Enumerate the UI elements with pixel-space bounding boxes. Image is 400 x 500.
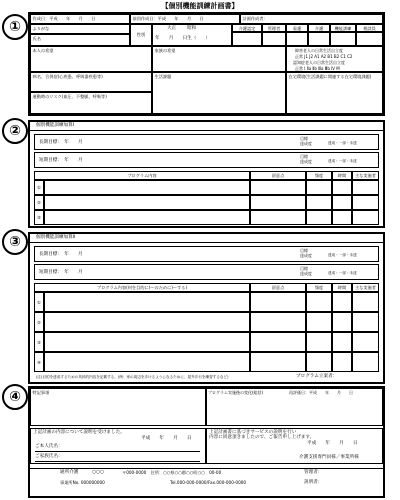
program-content-cell[interactable] — [44, 180, 250, 195]
time-cell[interactable] — [332, 210, 352, 225]
caution-cell[interactable] — [250, 195, 306, 210]
program-content-cell[interactable] — [44, 352, 250, 372]
training-addition-1-section — [28, 120, 385, 228]
dementia-level-title: 認知症老人の日常生活自立度 — [293, 60, 345, 65]
notes-consent-section — [28, 386, 385, 498]
section-number-3: ③ — [2, 229, 28, 255]
admin-field[interactable]: 管理者： — [304, 470, 323, 475]
frequency-cell[interactable] — [306, 210, 332, 225]
caution-header: 留意点 — [250, 283, 306, 292]
document-title: 【個別機能訓練計画書】 — [161, 2, 239, 10]
section-number-1: ① — [2, 14, 28, 40]
program-row-number: ④ — [34, 352, 44, 372]
care-cert-box[interactable] — [232, 32, 262, 46]
program-planner-field[interactable]: プログラム立案者： — [296, 374, 338, 379]
short-term-goal-row[interactable] — [34, 152, 379, 168]
frequency-cell[interactable] — [306, 195, 332, 210]
section-number-4: ④ — [2, 384, 28, 410]
divider — [30, 130, 383, 131]
facility-label: 通所介護 — [60, 470, 79, 475]
staff-cell[interactable] — [352, 210, 379, 225]
long-goal-label: 長期目標： 年 月 — [39, 140, 83, 145]
staff-cell[interactable] — [352, 332, 379, 352]
staff-cell[interactable] — [352, 312, 379, 332]
person-name-field[interactable]: ご本人氏名： — [35, 444, 63, 449]
planner-field[interactable]: 計画作成者： — [240, 14, 383, 24]
independence-level-box — [286, 46, 383, 72]
frequency-cell[interactable] — [306, 292, 332, 312]
program-row-number: ① — [34, 292, 44, 312]
short-goal-label: 短期目標： 年 月 — [39, 158, 83, 163]
manager-label: 管理者 — [262, 24, 286, 32]
birth-ymd: 年 月 日生（ ） — [155, 36, 211, 41]
divider — [30, 468, 383, 469]
dementia-levels[interactable]: 正常 Ⅰ Ⅱa Ⅱb Ⅲa Ⅲb Ⅳ M — [295, 66, 340, 71]
goal-achievement-label: 目標 達成度 — [300, 266, 312, 276]
nurse-label: 看護 — [286, 24, 308, 32]
explained-date[interactable]: 平成 年 月 日 — [141, 436, 192, 441]
short-goal-label: 短期目標： 年 月 — [39, 270, 83, 275]
caution-cell[interactable] — [250, 180, 306, 195]
section-number-2: ② — [2, 118, 28, 144]
era-taisho[interactable]: 大正 — [167, 26, 177, 31]
disease-field[interactable]: 病名、合併症(心疾患、呼吸器疾患等) — [30, 72, 152, 92]
frequency-header: 頻度 — [306, 171, 332, 180]
birthdate-field[interactable] — [152, 24, 232, 46]
program-content-cell[interactable] — [44, 195, 250, 210]
caution-cell[interactable] — [250, 352, 306, 372]
explainer-field[interactable]: 説明者： — [304, 480, 323, 485]
prev-created-date-field[interactable]: 前回作成日：平成 年 月 日 — [130, 14, 240, 24]
program-header: プログラム内容 — [34, 171, 250, 180]
time-cell[interactable] — [332, 312, 352, 332]
family-name-field[interactable]: ご家族氏名： — [35, 454, 63, 459]
staff-cell[interactable] — [352, 195, 379, 210]
care-worker-label: 介護 — [308, 24, 330, 32]
program-row-number: ③ — [34, 210, 44, 225]
signature-line — [35, 451, 200, 452]
office-number: 事業所No. 000000000 — [60, 480, 105, 485]
staff-header: 主な実施者 — [352, 283, 379, 292]
frequency-cell[interactable] — [306, 312, 332, 332]
time-cell[interactable] — [332, 352, 352, 372]
program-row-number: ① — [34, 180, 44, 195]
caution-cell[interactable] — [250, 292, 306, 312]
disability-level-title: 障害老人の日常生活自立度 — [295, 48, 343, 53]
care-manager-label: 介護支援専門員様／事業所様 — [299, 455, 359, 460]
achievement-scale[interactable]: 達成・一部・未達 — [328, 159, 357, 163]
facility-name: ○○○ — [92, 470, 105, 475]
family-wish-field[interactable]: 家族の希望 — [152, 46, 286, 72]
era-showa[interactable]: 昭和 — [187, 26, 197, 31]
time-header: 時間 — [332, 283, 352, 292]
staff-cell[interactable] — [352, 292, 379, 312]
trainer-label: 機能訓練 — [330, 24, 356, 32]
frequency-cell[interactable] — [306, 352, 332, 372]
progress-change-label: プログラム実施後の変化(総括) — [208, 390, 264, 395]
time-cell[interactable] — [332, 332, 352, 352]
caution-header: 留意点 — [250, 171, 306, 180]
consent-date[interactable]: 平成 年 月 日 — [307, 441, 358, 446]
divider — [30, 242, 383, 243]
care-cert-label: 介護認定 — [232, 24, 262, 32]
disability-levels[interactable]: 正常 J1 J2 A1 A2 B1 B2 C1 C2 — [295, 54, 353, 59]
training-addition-2-section — [28, 232, 385, 384]
caution-cell[interactable] — [250, 210, 306, 225]
training-1-header: 個別機能訓練加算Ⅰ — [36, 123, 75, 128]
exercise-risk-field[interactable]: 運動時のリスク(血圧、不整脈、呼吸等) — [30, 92, 152, 114]
counselor-box[interactable] — [356, 32, 383, 46]
goal-achievement-label: 目標 達成度 — [300, 248, 312, 258]
facility-address: 〒000-0000 住所：○○県○○郡○○町○○ 00-00 — [122, 470, 222, 475]
signature-line — [35, 461, 200, 462]
program-content-cell[interactable] — [44, 332, 250, 352]
short-term-goal-row[interactable] — [34, 264, 379, 280]
progress-change-field[interactable] — [206, 388, 383, 426]
person-wish-field[interactable]: 本人の希望 — [30, 46, 152, 72]
goal-achievement-label: 目標 達成度 — [300, 154, 312, 164]
time-cell[interactable] — [332, 292, 352, 312]
program-note: (注)目的を達成するための具体的内容を記載する。(例：家の周辺を歩けるようになるために、屋外歩行を練習するなど) — [36, 375, 229, 379]
time-header: 時間 — [332, 171, 352, 180]
program-row-number: ② — [34, 312, 44, 332]
counselor-label: 相談員 — [356, 24, 383, 32]
staff-header: 主な実施者 — [352, 171, 379, 180]
life-issues-field[interactable]: 生活課題 — [152, 72, 286, 114]
program-header: プログラム内容(何を目的に(～のために)～する) — [34, 283, 250, 292]
manager-box[interactable] — [262, 32, 286, 46]
furigana-field[interactable]: ふりがな — [30, 24, 130, 34]
program-content-cell[interactable] — [44, 292, 250, 312]
frequency-cell[interactable] — [306, 180, 332, 195]
frequency-header: 頻度 — [306, 283, 332, 292]
basic-info-section — [28, 12, 385, 116]
long-term-goal-row[interactable] — [34, 134, 379, 150]
caution-cell[interactable] — [250, 332, 306, 352]
program-row-number: ② — [34, 195, 44, 210]
caution-cell[interactable] — [250, 312, 306, 332]
time-cell[interactable] — [332, 195, 352, 210]
achievement-scale[interactable]: 達成・一部・未達 — [328, 141, 357, 145]
program-content-cell[interactable] — [44, 312, 250, 332]
explained-text: 上記計画の内容について説明を受けました。 — [33, 430, 125, 435]
created-date-field[interactable]: 作成日：平成 年 月 日 — [30, 14, 130, 24]
trainer-box[interactable] — [330, 32, 356, 46]
re-eval-date[interactable]: 再評価日：平成 年 月 日 — [289, 390, 353, 395]
achievement-scale[interactable]: 達成・一部・未達 — [328, 271, 357, 275]
explanation-box — [30, 428, 206, 464]
program-content-cell[interactable] — [44, 210, 250, 225]
frequency-cell[interactable] — [306, 332, 332, 352]
care-worker-box[interactable] — [308, 32, 330, 46]
staff-cell[interactable] — [352, 352, 379, 372]
name-field[interactable]: 氏名 — [30, 34, 130, 46]
gender-label: 性別 — [130, 24, 152, 46]
special-notes-field[interactable]: 特記事項 — [30, 388, 206, 426]
long-goal-label: 長期目標： 年 月 — [39, 252, 83, 257]
time-cell[interactable] — [332, 180, 352, 195]
tel-fax: Tel.000-000-0000/Fax.000-000-0000 — [170, 480, 247, 485]
program-row-number: ③ — [34, 332, 44, 352]
goal-achievement-label: 目標 達成度 — [300, 136, 312, 146]
achievement-scale[interactable]: 達成・一部・未達 — [328, 253, 357, 257]
consent-box — [206, 428, 383, 464]
staff-cell[interactable] — [352, 180, 379, 195]
long-term-goal-row[interactable] — [34, 246, 379, 262]
training-2-header: 個別機能訓練加算Ⅱ — [36, 235, 76, 240]
consent-text: 上記計画書に基づきサービスの説明を行い 内容に同意頂きましたので、ご報告申し上げます。 — [209, 430, 315, 440]
nurse-box[interactable] — [286, 32, 308, 46]
home-env-field[interactable]: 在宅環境(生活課題に関連する在宅環境課題) — [286, 72, 383, 114]
